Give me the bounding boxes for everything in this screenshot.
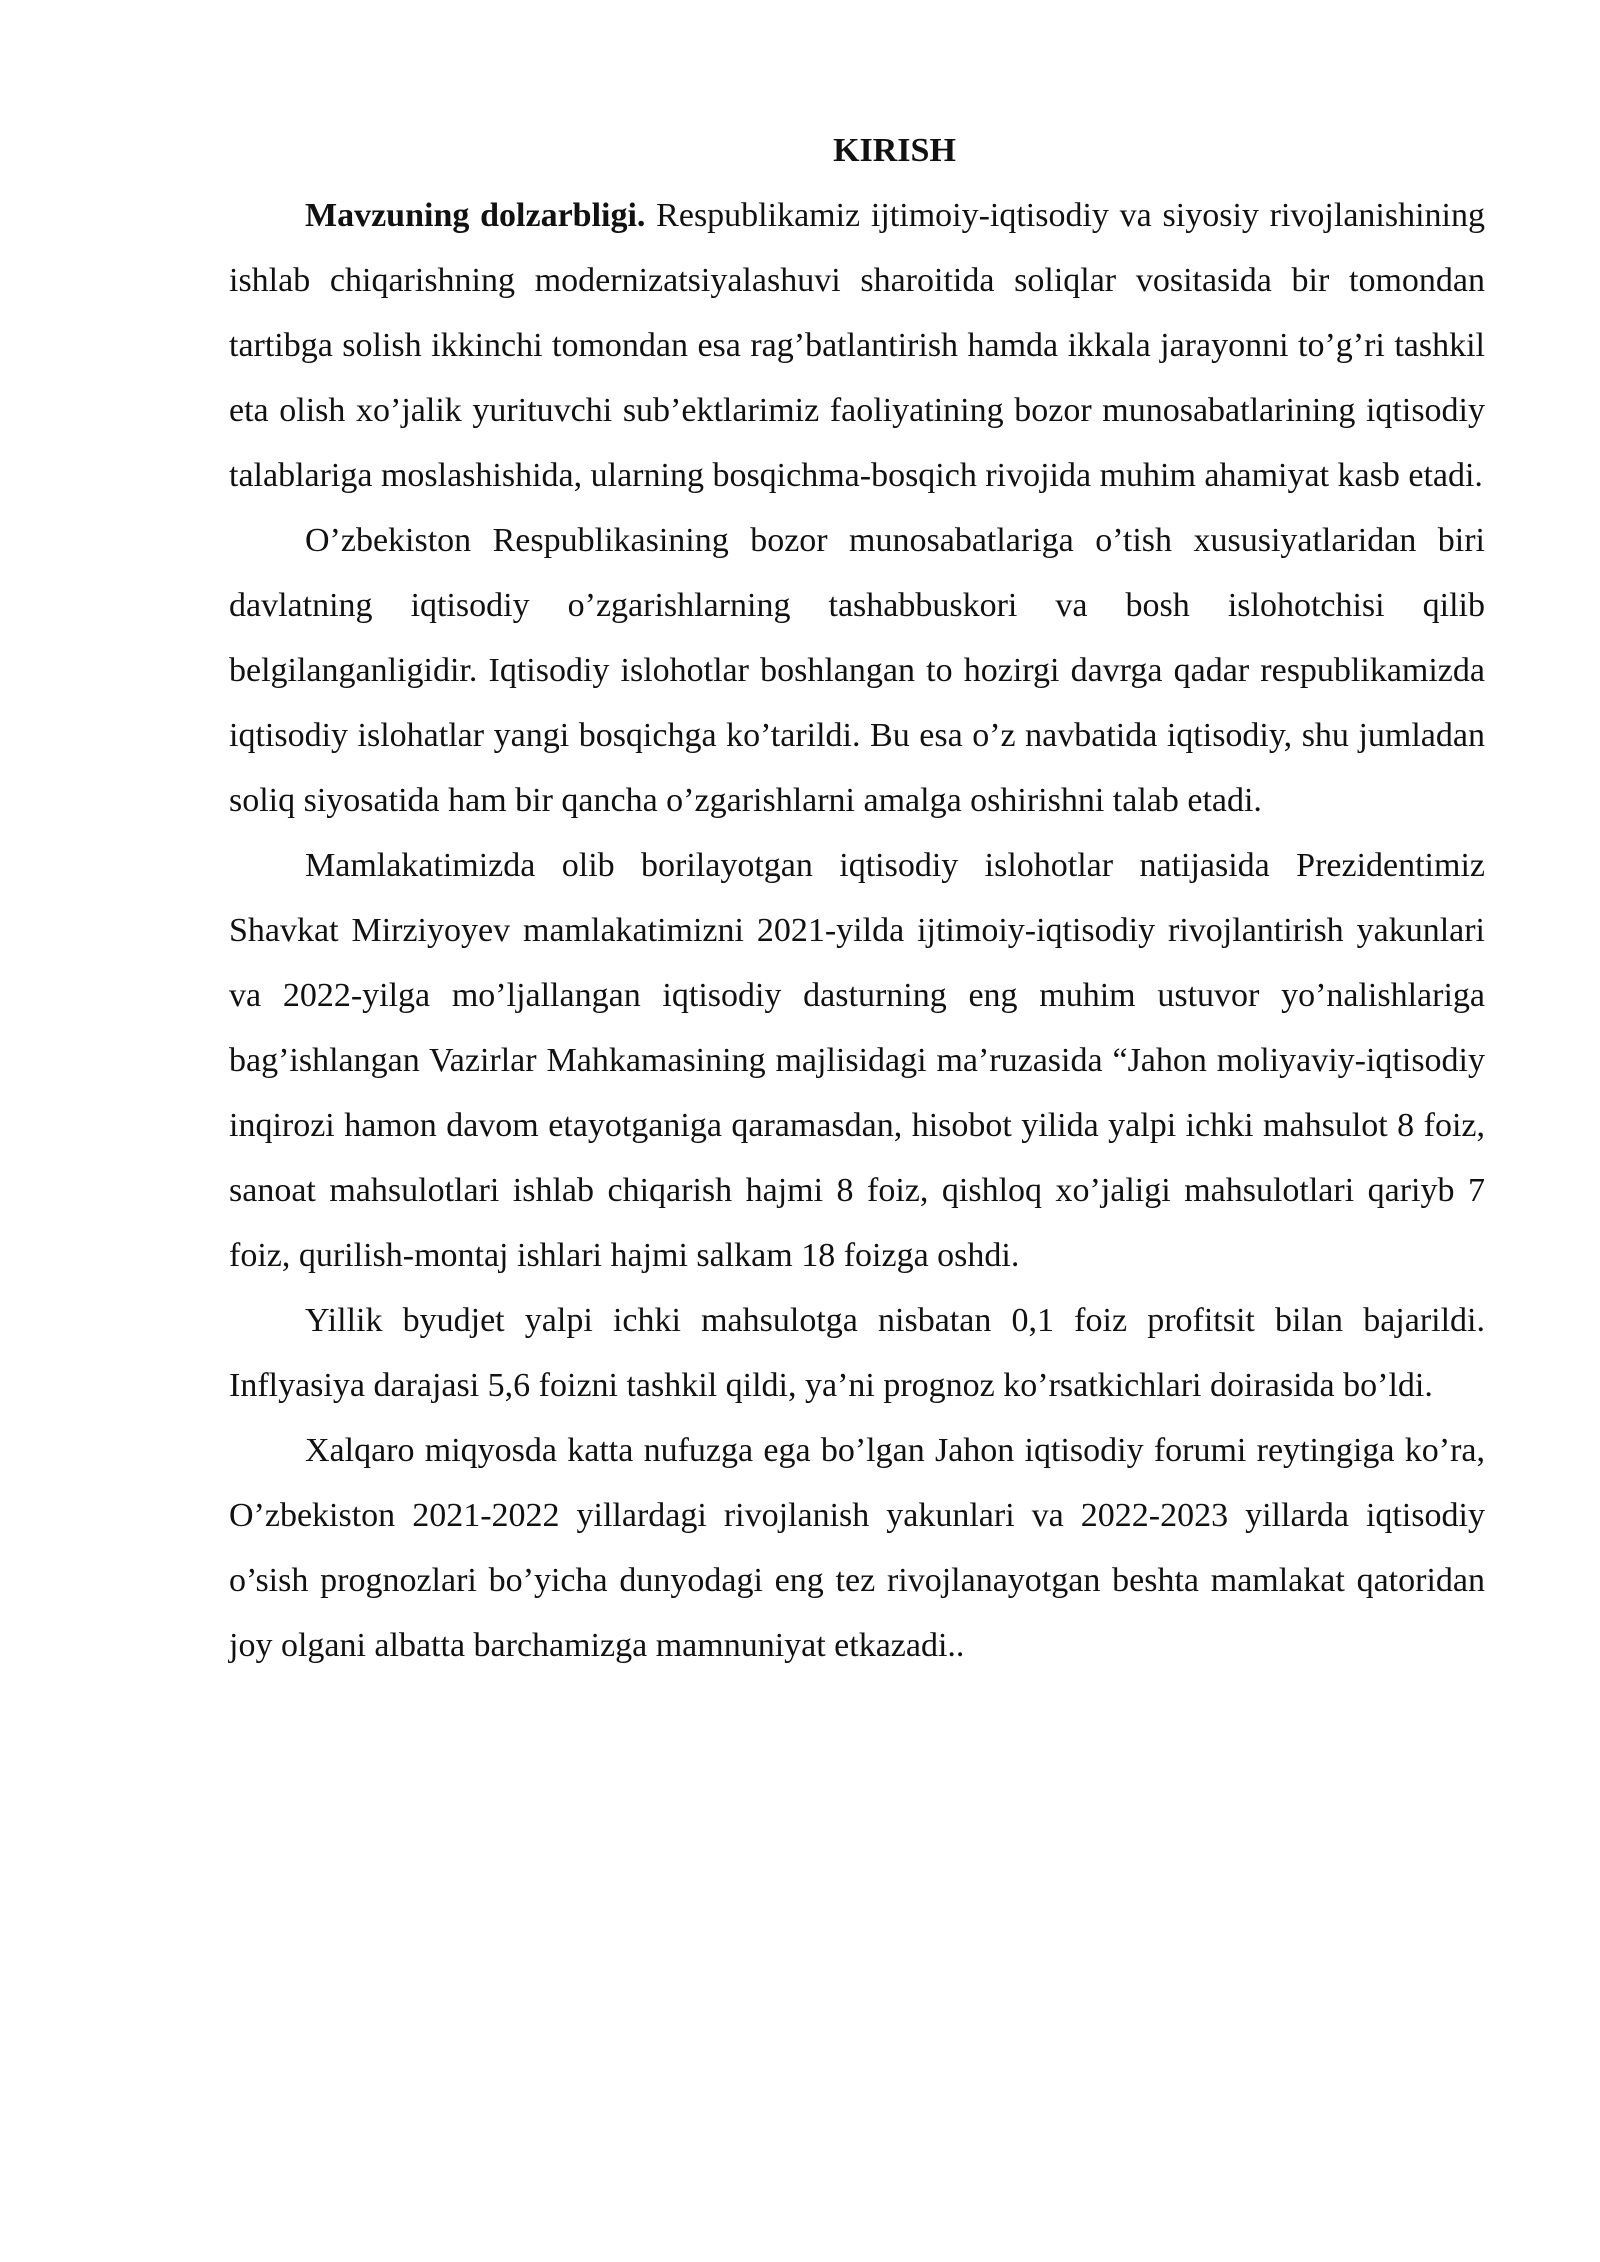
paragraph-text: Respublikamiz ijtimoiy-iqtisodiy va siyosiy rivojlanishining ishlab chiqarishning modernizatsiyalashuvi sharoitida soliqlar vositasida bir tomondan tartibga solish ikkinchi tomondan esa rag’batlantirish hamda ikkala jarayonni to’g’ri tashkil eta olish xo’jalik yurituvchi sub’ektlarimiz faoliyatining bozor munosabatlarining iqtisodiy talablariga moslashishida, ularning bosqichma-bosqich rivojida muhim ahamiyat kasb etadi. (229, 197, 1485, 494)
paragraph-text: O’zbekiston Respublikasining bozor munosabatlariga o’tish xususiyatlaridan biri davlatning iqtisodiy o’zgarishlarning tashabbuskori va bosh islohotchisi qilib belgilanganligidir. Iqtisodiy islohotlar boshlangan to hozirgi davrga qadar respublikamizda iqtisodiy islohatlar yangi bosqichga ko’tarildi. Bu esa o’z navbatida iqtisodiy, shu jumladan soliq siyosatida ham bir qancha o’zgarishlarni amalga oshirishni talab etadi. (229, 522, 1485, 819)
paragraph-reforms-results (229, 833, 1485, 1288)
paragraph-text: Mamlakatimizda olib borilayotgan iqtisodiy islohotlar natijasida Prezidentimiz Shavkat Mirziyoyev mamlakatimizni 2021-yilda ijtimoiy-iqtisodiy rivojlantirish yakunlari va 2022-yilga mo’ljallangan iqtisodiy dasturning eng muhim ustuvor yo’nalishlariga bag’ishlangan Vazirlar Mahkamasining majlisidagi ma’ruzasida “Jahon moliyaviy-iqtisodiy inqirozi hamon davom etayotganiga qaramasdan, hisobot yilida yalpi ichki mahsulot 8 foiz, sanoat mahsulotlari ishlab chiqarish hajmi 8 foiz, qishloq xo’jaligi mahsulotlari qariyb 7 foiz, qurilish-montaj ishlari hajmi salkam 18 foizga oshdi. (229, 847, 1485, 1274)
page-title: KIRISH (833, 132, 956, 169)
paragraph-market-transition (229, 508, 1485, 833)
paragraph-relevance (229, 183, 1485, 508)
paragraph-text: Yillik byudjet yalpi ichki mahsulotga nisbatan 0,1 foiz profitsit bilan bajarildi. Inflyasiya darajasi 5,6 foizni tashkil qildi, ya’ni prognoz ko’rsatkichlari doirasida bo’ldi. (229, 1302, 1485, 1404)
paragraph-world-forum (229, 1418, 1485, 1678)
paragraph-text: Xalqaro miqyosda katta nufuzga ega bo’lgan Jahon iqtisodiy forumi reytingiga ko’ra, O’zbekiston 2021-2022 yillardagi rivojlanish yakunlari va 2022-2023 yillarda iqtisodiy o’sish prognozlari bo’yicha dunyodagi eng tez rivojlanayotgan beshta mamlakat qatoridan joy olgani albatta barchamizga mamnuniyat etkazadi.. (229, 1432, 1485, 1664)
paragraph-lead: Mavzuning dolzarbligi. (305, 197, 646, 234)
document-body (229, 118, 1485, 1678)
paragraph-budget (229, 1288, 1485, 1418)
